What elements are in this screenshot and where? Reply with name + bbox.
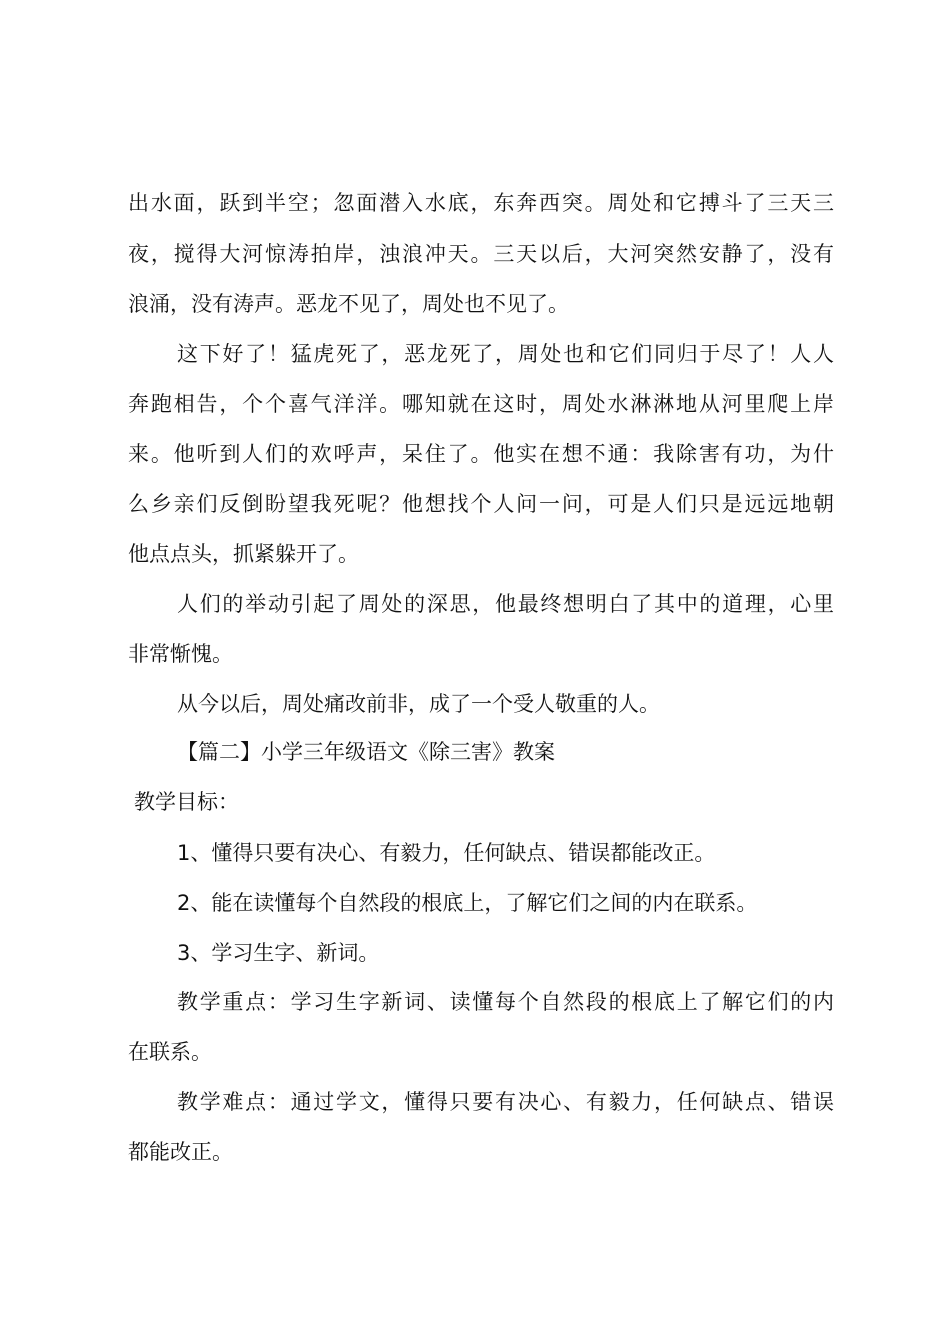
paragraph-line: 来。他听到人们的欢呼声，呆住了。他实在想不通：我除害有功，为什 bbox=[128, 442, 834, 466]
paragraph-line: 非常惭愧。 bbox=[128, 642, 233, 666]
list-item: 2、能在读懂每个自然段的根底上，了解它们之间的内在联系。 bbox=[177, 891, 758, 915]
paragraph-line: 么乡亲们反倒盼望我死呢？他想找个人问一问，可是人们只是远远地朝 bbox=[128, 492, 834, 516]
paragraph-line: 他点点头，抓紧躲开了。 bbox=[128, 542, 359, 566]
paragraph-line: 浪涌，没有涛声。恶龙不见了，周处也不见了。 bbox=[128, 292, 569, 316]
paragraph-line: 出水面，跃到半空；忽面潜入水底，东奔西突。周处和它搏斗了三天三 bbox=[128, 191, 834, 215]
list-item: 1、懂得只要有决心、有毅力，任何缺点、错误都能改正。 bbox=[177, 841, 716, 865]
paragraph-line: 这下好了！猛虎死了，恶龙死了，周处也和它们同归于尽了！人人 bbox=[177, 342, 834, 366]
difficulties-line: 都能改正。 bbox=[128, 1140, 233, 1164]
key-points-line: 在联系。 bbox=[128, 1040, 212, 1064]
paragraph-line: 奔跑相告，个个喜气洋洋。哪知就在这时，周处水淋淋地从河里爬上岸 bbox=[128, 392, 834, 416]
difficulties-line: 教学难点：通过学文，懂得只要有决心、有毅力，任何缺点、错误 bbox=[177, 1090, 834, 1114]
paragraph-line: 人们的举动引起了周处的深思，他最终想明白了其中的道理，心里 bbox=[177, 592, 834, 616]
key-points-line: 教学重点：学习生字新词、读懂每个自然段的根底上了解它们的内 bbox=[177, 990, 834, 1014]
list-item: 3、学习生字、新词。 bbox=[177, 941, 380, 965]
paragraph-line: 夜，搅得大河惊涛拍岸，浊浪冲天。三天以后，大河突然安静了，没有 bbox=[128, 242, 834, 266]
objectives-label: 教学目标： bbox=[134, 790, 239, 814]
paragraph-line: 从今以后，周处痛改前非，成了一个受人敬重的人。 bbox=[177, 692, 660, 716]
section-heading: 【篇二】小学三年级语文《除三害》教案 bbox=[177, 740, 555, 764]
